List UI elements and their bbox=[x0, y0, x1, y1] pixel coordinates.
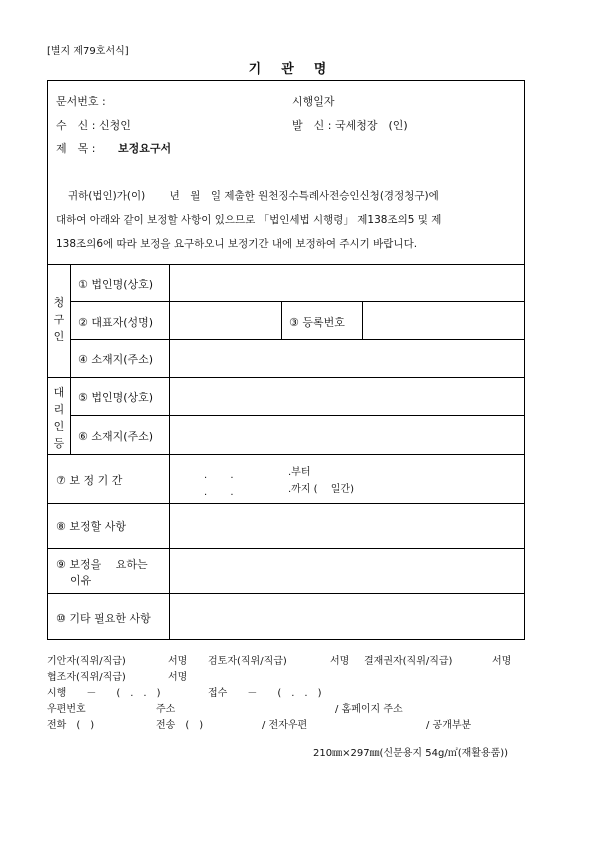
form-number-label: [별지 제79호서식] bbox=[47, 46, 129, 57]
email-label: / 전자우편 bbox=[262, 720, 308, 731]
column-divider bbox=[362, 301, 363, 339]
phone-label: 전화 ( ) bbox=[47, 720, 95, 731]
reviewer-label: 검토자(직위/직급) bbox=[208, 656, 287, 667]
approver-sign-label: 서명 bbox=[492, 656, 512, 667]
page-title: 기관명 bbox=[248, 62, 347, 77]
column-divider bbox=[70, 264, 71, 454]
claimant-reg-number-label: ③ 등록번호 bbox=[289, 316, 345, 329]
correction-reason-label-line-1: ⑨ 보정을 요하는 bbox=[56, 558, 148, 571]
period-to-dots: . . bbox=[204, 487, 234, 498]
correction-period-label: ⑦ 보 정 기 간 bbox=[56, 474, 123, 487]
row-divider bbox=[70, 301, 525, 302]
sender-label: 발 신 : 국세청장 (인) bbox=[292, 119, 408, 132]
claimant-group-label: 청구인 bbox=[53, 296, 65, 343]
claimant-name-label: ① 법인명(상호) bbox=[78, 278, 154, 291]
agent-name-label: ⑤ 법인명(상호) bbox=[78, 391, 154, 404]
period-from-suffix: .부터 bbox=[288, 467, 311, 478]
address-label: 주소 bbox=[156, 704, 176, 715]
body-text-line-1: 귀하(법인)가(이) 년 월 일 제출한 원천징수특례사전승인신청(경정청구)에 bbox=[68, 190, 439, 202]
homepage-label: / 홈페이지 주소 bbox=[335, 704, 403, 715]
cooperator-label: 협조자(직위/직급) bbox=[47, 672, 126, 683]
disclosure-label: / 공개부분 bbox=[426, 720, 472, 731]
drafter-label: 기안자(직위/직급) bbox=[47, 656, 126, 667]
effective-date-label: 시행일자 bbox=[292, 95, 335, 108]
row-divider bbox=[47, 548, 525, 549]
recipient-label: 수 신 : 신청인 bbox=[56, 119, 131, 132]
agent-address-label: ⑥ 소재지(주소) bbox=[78, 430, 154, 443]
claimant-rep-label: ② 대표자(성명) bbox=[78, 316, 154, 329]
fax-label: 전송 ( ) bbox=[156, 720, 204, 731]
column-divider bbox=[281, 301, 282, 339]
subject-value: 보정요구서 bbox=[118, 142, 172, 155]
column-divider bbox=[169, 264, 170, 640]
row-divider bbox=[47, 593, 525, 594]
row-divider bbox=[70, 415, 525, 416]
other-required-label: ⑩ 기타 필요한 사항 bbox=[56, 612, 151, 625]
drafter-sign-label: 서명 bbox=[168, 656, 188, 667]
subject-label: 제 목 : bbox=[56, 142, 96, 155]
row-divider bbox=[47, 503, 525, 504]
cooperator-sign-label: 서명 bbox=[168, 672, 188, 683]
reviewer-sign-label: 서명 bbox=[330, 656, 350, 667]
row-divider bbox=[70, 339, 525, 340]
agent-group-label: 대리인등 bbox=[53, 386, 65, 450]
approver-label: 결재권자(직위/직급) bbox=[364, 656, 453, 667]
correction-items-label: ⑧ 보정할 사항 bbox=[56, 520, 126, 533]
table-top-border bbox=[47, 264, 525, 265]
correction-reason-label-line-2: 이유 bbox=[70, 574, 92, 587]
postal-code-label: 우편번호 bbox=[47, 704, 86, 715]
period-to-suffix: .까지 ( 일간) bbox=[288, 484, 354, 495]
row-divider bbox=[47, 377, 525, 378]
row-divider bbox=[47, 454, 525, 455]
body-text-line-3: 138조의6에 따라 보정을 요구하오니 보정기간 내에 보정하여 주시기 바랍니다. bbox=[56, 238, 418, 250]
paper-spec: 210㎜×297㎜(신문용지 54g/㎡(재활용품)) bbox=[313, 748, 509, 759]
enforcement-label: 시행 － ( . . ) bbox=[47, 688, 161, 699]
claimant-address-label: ④ 소재지(주소) bbox=[78, 353, 154, 366]
period-from-dots: . . bbox=[204, 470, 234, 481]
doc-number-label: 문서번호 : bbox=[56, 95, 106, 108]
body-text-line-2: 대하여 아래와 같이 보정할 사항이 있으므로 「법인세법 시행령」 제138조의5 및 제 bbox=[56, 214, 442, 226]
receipt-label: 접수 － ( . . ) bbox=[208, 688, 322, 699]
